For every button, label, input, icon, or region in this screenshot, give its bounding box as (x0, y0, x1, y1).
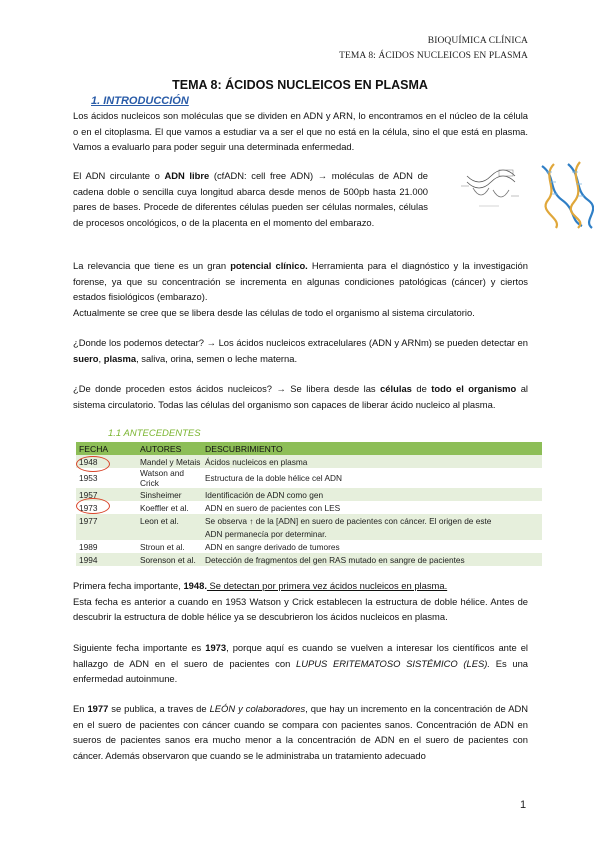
paragraph-fecha-1977: En 1977 se publica, a traves de LEÓN y colaboradores, que hay un incremento en la concentración de ADN en el suero de pacientes con cáncer cuando se compara con pacientes sanos. Concentración de ADN en sueros de pacientes sanos era mucho menor a la concentración de ADN en el suero de pacientes con cáncer. Además observaron que cuando se le administraba un tratamiento adecuado (73, 703, 529, 761)
antecedentes-table (76, 442, 542, 566)
paragraph-adn-libre: El ADN circulante o ADN libre (cfADN: cell free ADN) → moléculas de ADN de cadena doble o sencilla cuya longitud abarca desde menos de 500pb hasta 21.000 pares de bases. Procede de diferentes células pueden ser células normales, células de procesos oncológicos, o de la placenta en el momento del embarazo. (73, 170, 429, 228)
table-row: 1989 Stroun et al. ADN en sangre derivado de tumores (76, 540, 542, 553)
table-row: 1948 Mandel y Metais Ácidos nucleicos en plasma (76, 455, 542, 468)
table-row: 1994 Sorenson et al. Detección de fragmentos del gen RAS mutado en sangre de pacientes (76, 553, 542, 566)
table-row: 1973 Koeffler et al. ADN en suero de pacientes con LES (76, 501, 542, 514)
paragraph-fecha-1948: Primera fecha importante, 1948. Se detectan por primera vez ácidos nucleicos en plasma. Esta fecha es anterior a cuando en 1953 Watson y Crick establecen la estructura de doble hélice. Antes de descubrir la estructura de doble hélice ya se descubrieron los ácidos nucleicos en plasma. (73, 580, 528, 623)
dna-diagram-figure (459, 168, 521, 210)
table-row: 1977 Leon et al. Se observa ↑ de la [ADN] en suero de pacientes con cáncer. El origen de este (76, 514, 542, 527)
table-header-row (76, 442, 542, 455)
running-header-course: BIOQUÍMICA CLÍNICA (427, 36, 528, 46)
paragraph-procedencia: ¿De donde proceden estos ácidos nucleicos? → Se libera desde las células de todo el organismo al sistema circulatorio. Todas las células del organismo son capaces de liberar ácido nucleico al plasma. (73, 383, 528, 410)
page-number: 1 (520, 799, 527, 811)
highlight-circle-1973 (76, 498, 110, 514)
paragraph-intro: Los ácidos nucleicos son moléculas que se dividen en ADN y ARN, lo encontramos en el núcleo de la célula o en el citoplasma. El que vamos a estudiar va a ser el que no está en la célula, sino el que está en plasma. Vamos a evaluarlo para poder seguir una determinada enfermedad. (73, 110, 528, 153)
table-row: 1957 Sinsheimer Identificación de ADN como gen (76, 488, 542, 501)
paragraph-deteccion: ¿Donde los podemos detectar? → Los ácidos nucleicos extracelulares (ADN y ARNm) se pueden detectar en suero, plasma, saliva, orina, semen o leche materna. (73, 337, 528, 364)
column-header-descubrimiento: DESCUBRIMIENTO (202, 442, 542, 455)
column-header-autores: AUTORES (137, 442, 202, 455)
table-row: 1953 Watson and Crick Estructura de la doble hélice cel ADN (76, 468, 542, 488)
paragraph-relevancia: La relevancia que tiene es un gran potencial clínico. Herramienta para el diagnóstico y la investigación forense, ya que su concentración se incrementa en algunas condiciones patológicas (cáncer) y ciertos estados fisiológicos (embarazo). Actualmente se cree que se libera desde las células de todo el organismo al sistema circulatorio. (73, 260, 528, 318)
table-row: ADN permanecía por determinar. (76, 527, 542, 540)
running-header-topic: TEMA 8: ÁCIDOS NUCLEICOS EN PLASMA (339, 51, 528, 61)
section-heading-introduccion: 1. INTRODUCCIÓN (91, 95, 189, 107)
subsection-heading-antecedentes: 1.1 ANTECEDENTES (108, 428, 201, 439)
column-header-fecha: FECHA (76, 442, 137, 455)
term-adn-libre: ADN libre (164, 170, 210, 181)
highlight-circle-1948 (76, 456, 110, 472)
term-potencial-clinico: potencial clínico. (230, 260, 308, 271)
dna-helix-illustration (538, 160, 594, 230)
page-title: TEMA 8: ÁCIDOS NUCLEICOS EN PLASMA (172, 78, 428, 92)
paragraph-fecha-1973: Siguiente fecha importante es 1973, porque aquí es cuando se vuelven a interesar los científicos ante el hallazgo de ADN en el suero de pacientes con LUPUS ERITEMATOSO SISTÉMICO (LES). Es una enfermedad autoinmune. (73, 642, 529, 685)
